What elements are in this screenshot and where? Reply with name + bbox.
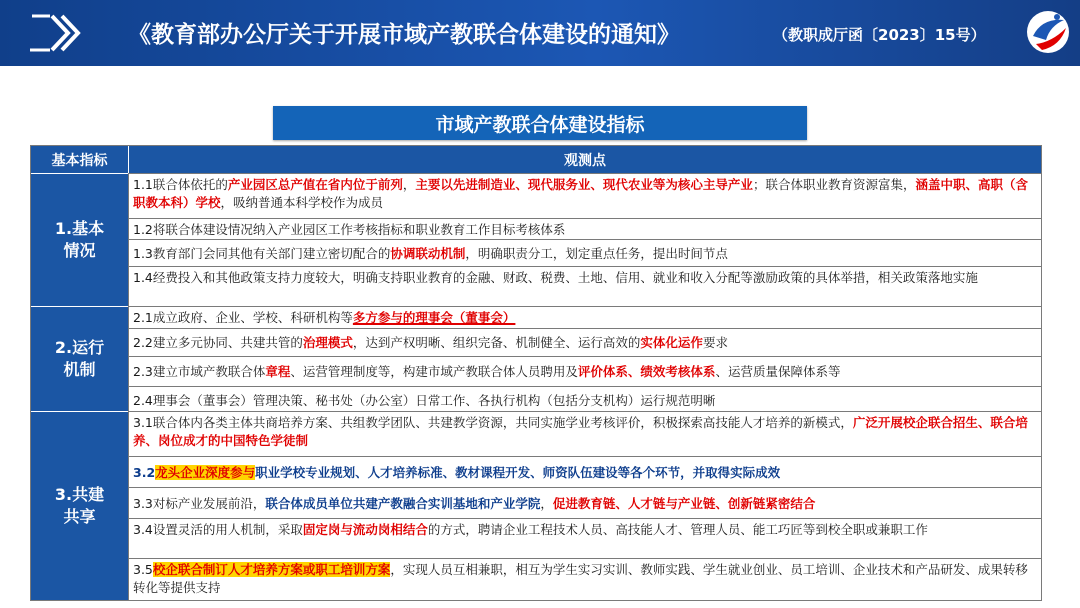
category-label-line2: 情况 [63,241,96,260]
table-row-2-2: 2.2建立多元协同、共建共管的治理模式，达到产权明晰、组织完备、机制健全、运行高效的实体化运作要求 [128,328,1041,356]
table-row-1-3: 1.3教育部门会同其他有关部门建立密切配合的协调联动机制，明确职责分工，划定重点任务，提出时间节点 [128,239,1041,266]
table-row-3-4: 3.4设置灵活的用人机制，采取固定岗与流动岗相结合的方式，聘请企业工程技术人员、高技能人才、管理人员、能工巧匠等到校全职或兼职工作 [128,518,1041,558]
table-row-1-2: 1.2将联合体建设情况纳入产业园区工作考核指标和职业教育工作目标考核体系 [128,218,1041,239]
category-co-construction [31,411,128,600]
table-row-1-4: 1.4经费投入和其他政策支持力度较大，明确支持职业教育的金融、财政、税费、土地、信用、就业和收入分配等激励政策的具体举措，相关政策落地实施 [128,266,1041,306]
category-basic-situation [31,173,128,306]
header-banner [0,0,1080,66]
chevron-right-icon [28,12,84,54]
table-row-3-2: 3.2龙头企业深度参与职业学校专业规划、人才培养标准、教材课程开发、师资队伍建设等各个环节，并取得实际成效 [128,456,1041,487]
table-row-2-1: 2.1成立政府、企业、学校、科研机构等多方参与的理事会（董事会） [128,306,1041,328]
logo-icon [1024,6,1072,58]
category-operating-mechanism [31,306,128,411]
table-row-2-3: 2.3建立市域产教联合体章程、运营管理制度等，构建市域产教联合体人员聘用及评价体系、绩效考核体系、运营质量保障体系等 [128,356,1041,386]
category-label-line2: 共享 [63,507,96,526]
page-title: 《教育部办公厅关于开展市域产教联合体建设的通知》 [128,22,680,48]
category-label-line1: 2.运行 [54,338,105,357]
category-label-line1: 1.基本 [54,219,105,238]
table-title: 市域产教联合体建设指标 [273,106,807,140]
column-header-category: 基本指标 [31,146,128,173]
column-header-points: 观测点 [128,146,1041,173]
table-row-3-3: 3.3对标产业发展前沿，联合体成员单位共建产教融合实训基地和产业学院，促进教育链、人才链与产业链、创新链紧密结合 [128,487,1041,518]
table-row-1-1: 1.1联合体依托的产业园区总产值在省内位于前列，主要以先进制造业、现代服务业、现代农业等为核心主导产业；联合体职业教育资源富集，涵盖中职、高职（含职教本科）学校，吸纳普通本科学校作为成员 [128,173,1041,218]
document-number: （教职成厅函〔2023〕15号） [773,26,986,44]
table-row-3-1: 3.1联合体内各类主体共商培养方案、共组教学团队、共建教学资源，共同实施学业考核评价，积极探索高技能人才培养的新模式，广泛开展校企联合招生、联合培养、岗位成才的中国特色学徒制 [128,411,1041,456]
table-row-2-4: 2.4理事会（董事会）管理决策、秘书处（办公室）日常工作、各执行机构（包括分支机构）运行规范明晰 [128,386,1041,411]
category-label-line2: 机制 [63,360,96,379]
table-row-3-5: 3.5校企联合制订人才培养方案或职工培训方案，实现人员互相兼职，相互为学生实习实训、教师实践、学生就业创业、员工培训、企业技术和产品研发、成果转移转化等提供支持 [128,558,1041,600]
indicator-table [30,145,1042,601]
category-label-line1: 3.共建 [54,485,105,504]
